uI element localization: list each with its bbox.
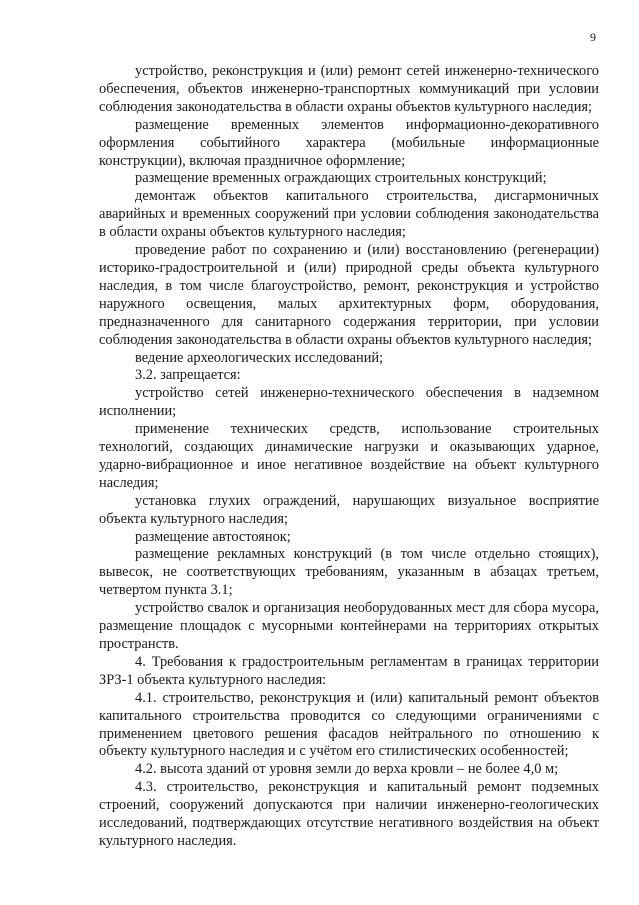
paragraph: устройство свалок и организация необорудованных мест для сбора мусора, размещение площадок с мусорными контейнерами на территориях открытых пространств. [99,600,599,652]
paragraph: устройство сетей инженерно-технического обеспечения в надземном исполнении; [99,385,599,420]
paragraph: ведение археологических исследований; [135,349,384,366]
paragraph: устройство, реконструкция и (или) ремонт сетей инженерно-технического обеспечения, объектов инженерно-транспортных коммуникаций при условии соблюдения законодательства в области охраны объектов культурного наследия; [99,63,599,115]
paragraph: 4.1. строительство, реконструкция и (или) капитальный ремонт объектов капитального строительства проводится со следующими ограничениями с применением цветового решения фасадов нейтрального по отношению к объекту культурного наследия и с учётом его стилистических особенностей; [99,689,599,760]
section-heading: 3.2. запрещается: [135,367,241,384]
paragraph: размещение рекламных конструкций (в том числе отдельно стоящих), вывесок, не соответствующих требованиям, указанным в абзацах третьем, четвертом пункта 3.1; [99,546,599,599]
document-body [99,63,599,851]
paragraph: размещение временных ограждающих строительных конструкций; [135,170,547,187]
paragraph: проведение работ по сохранению и (или) восстановлению (регенерации) историко-градостроительной и (или) природной среды объекта культурного наследия, в том числе благоустройство, ремонт, реконструкция и устройство наружного освещения, малых архитектурных форм, оборудования, предназначенного для санитарного содержания территории, при условии соблюдения законодательства в области охраны объектов культурного наследия; [99,242,599,348]
paragraph: 4.3. строительство, реконструкция и капитальный ремонт подземных строений, сооружений допускаются при наличии инженерно-геологических исследований, подтверждающих отсутствие негативного воздействия на объект культурного наследия. [99,779,599,849]
paragraph: применение технических средств, использование строительных технологий, создающих динамические нагрузки и оказывающих ударное, ударно-вибрационное и иное негативное воздействие на объект культурного наследия; [99,421,599,491]
paragraph: размещение автостоянок; [135,528,291,545]
paragraph: размещение временных элементов информационно-декоративного оформления событийного характера (мобильные информационные конструкции), включая праздничное оформление; [99,116,599,169]
paragraph: установка глухих ограждений, нарушающих визуальное восприятие объекта культурного наследия; [99,492,599,527]
paragraph: демонтаж объектов капитального строительства, дисгармоничных аварийных и временных сооружений при условии соблюдения законодательства в области охраны объектов культурного наследия; [99,188,599,241]
page-number: 9 [590,30,596,44]
paragraph: 4.2. высота зданий от уровня земли до верха кровли – не более 4,0 м; [135,761,559,778]
section-heading: 4. Требования к градостроительным регламентам в границах территории ЗРЗ-1 объекта культурного наследия: [99,653,599,688]
